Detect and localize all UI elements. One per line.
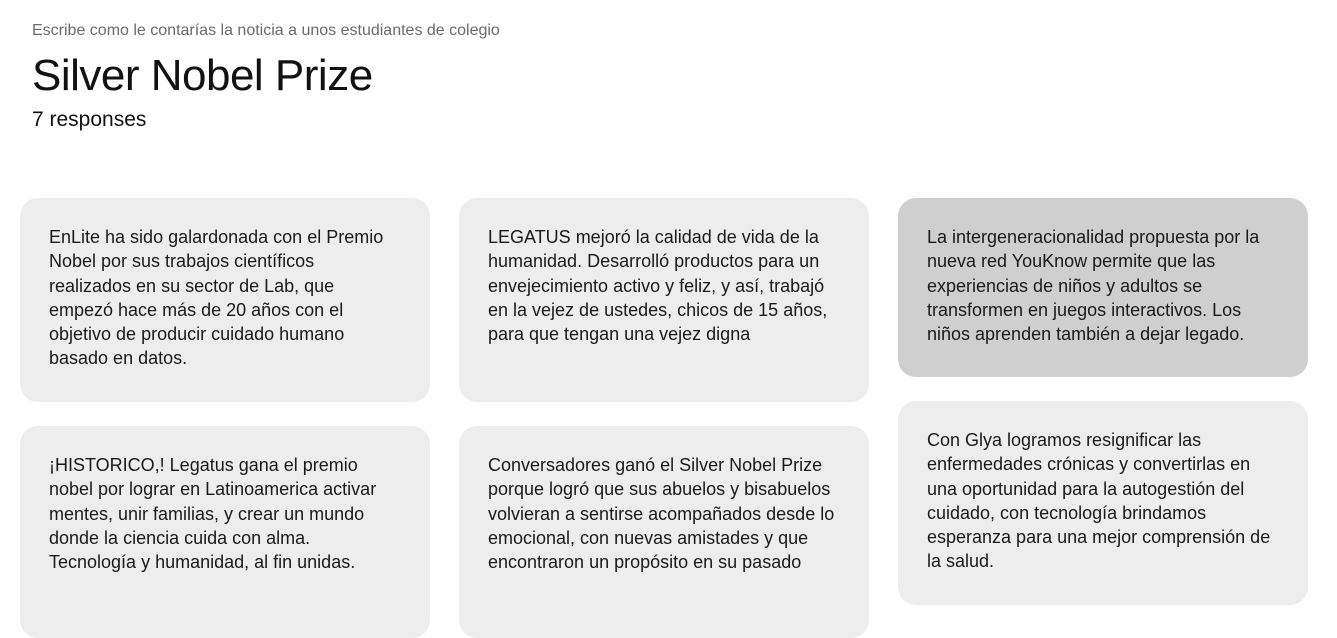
response-card[interactable]	[898, 401, 1308, 605]
response-card[interactable]	[20, 426, 430, 638]
results-header	[32, 20, 500, 134]
response-card-highlighted[interactable]	[898, 198, 1308, 377]
response-text: LEGATUS mejoró la calidad de vida de la humanidad. Desarrolló productos para un envejecimiento activo y feliz, y así, trabajó en la vejez de ustedes, chicos de 15 años, para que tengan una vejez digna	[488, 227, 828, 345]
response-text: EnLite ha sido galardonada con el Premio Nobel por sus trabajos científicos realizados en su sector de Lab, que empezó hace más de 20 años con el objetivo de producir cuidado humano basado en datos.	[49, 227, 384, 369]
response-text: Conversadores ganó el Silver Nobel Prize porque logró que sus abuelos y bisabuelos volvieran a sentirse acompañados desde lo emocional, con nuevas amistades y que encontraron un propósito en su pasado	[488, 455, 835, 573]
page-title: Silver Nobel Prize	[32, 51, 373, 100]
response-text: La intergeneracionalidad propuesta por la nueva red YouKnow permite que las experiencias de niños y adultos se transformen en juegos interactivos. Los niños aprenden también a dejar legado.	[927, 227, 1260, 345]
response-card[interactable]	[459, 426, 869, 638]
response-text: ¡HISTORICO,! Legatus gana el premio nobel por lograr en Latinoamerica activar mentes, unir familias, y crear un mundo donde la ciencia cuida con alma. Tecnología y humanidad, al fin unidas.	[49, 455, 377, 573]
response-text: Con Glya logramos resignificar las enfermedades crónicas y convertirlas en una oportunidad para la autogestión del cuidado, con tecnología brindamos esperanza para una mejor comprensión de la salud.	[927, 430, 1271, 572]
response-card[interactable]	[459, 198, 869, 402]
response-card[interactable]	[20, 198, 430, 402]
response-count: 7 responses	[32, 108, 147, 131]
question-prompt: Escribe como le contarías la noticia a unos estudiantes de colegio	[32, 22, 500, 39]
